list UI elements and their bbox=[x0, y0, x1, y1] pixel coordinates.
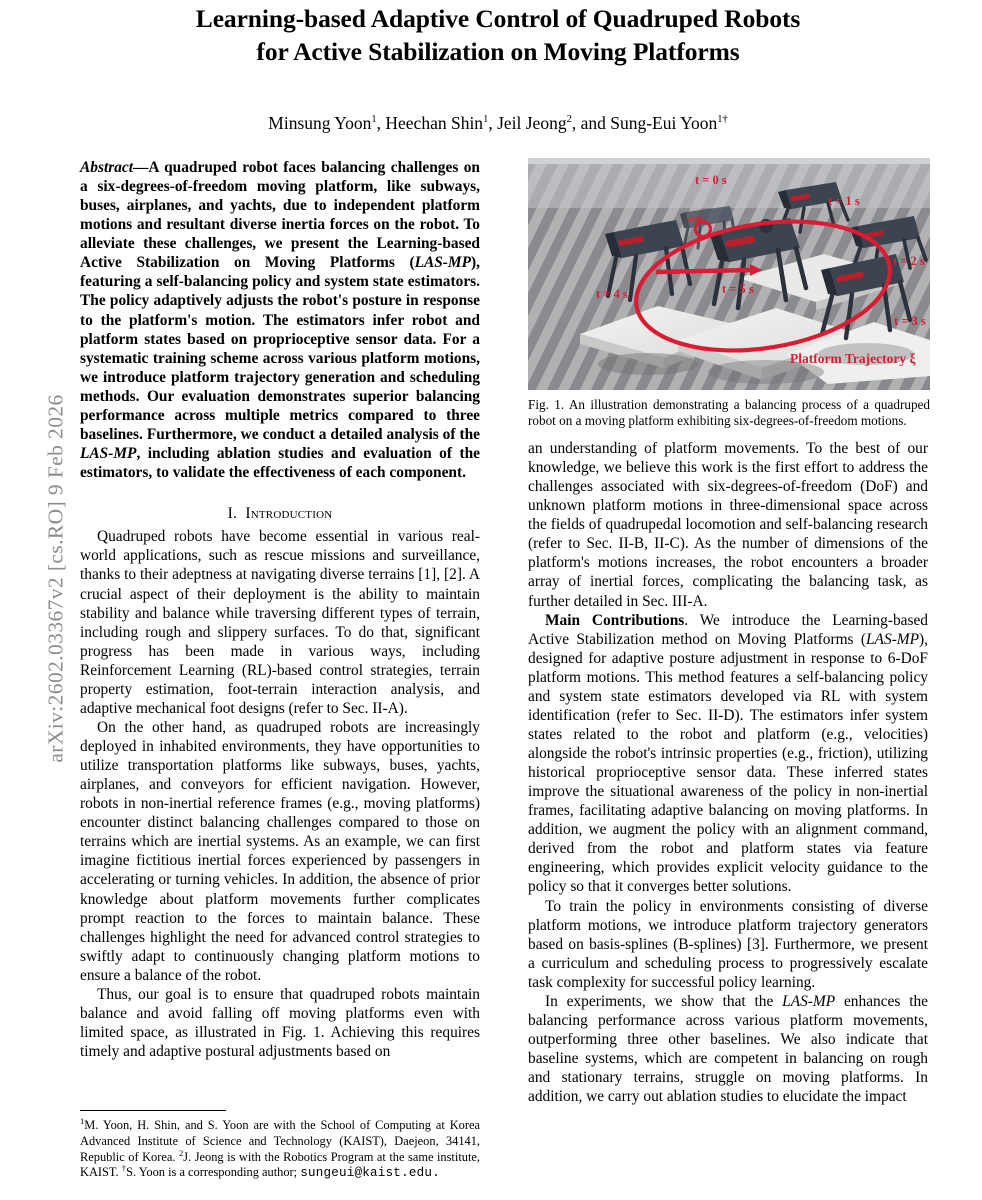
figure-label-t3: t = 3 s bbox=[894, 314, 926, 328]
figure-1-image bbox=[528, 158, 930, 390]
author-sep-1: , bbox=[376, 113, 386, 134]
right-paragraph-2-text-a: . We introduce the Learning-based Active Stabilization method on Moving Platforms ( bbox=[528, 611, 928, 648]
figure-1-caption bbox=[528, 397, 930, 429]
author-4-affil-marker: 1† bbox=[717, 114, 728, 126]
left-paragraph-2: On the other hand, as quadruped robots are increasingly deployed in inhabited environments, they have opportunities to utilize transportation platforms like subways, buses, yachts, airplanes, and conveyors for efficient navigation. However, robots in non-inertial reference frames (e.g., moving platforms) encounter distinct balancing challenges compared to those on terrains which are inertial systems. As an example, we can first imagine fictitious inertial forces experienced by passengers in accelerating or turning vehicles. In addition, the absence of prior knowledge about platform movements further complicates prompt reaction to the forces to maintain balance. These challenges highlight the need for advanced control strategies to swiftly adapt to continuously changing platform motions to ensure a balance of the robot. bbox=[80, 718, 480, 984]
abstract-text-2: ), featuring a self-balancing policy and system state estimators. The policy adaptively adjusts the robot's posture in response to the platform's motion. The estimators infer robot and platform states based on proprioceptive sensor data. For a systematic training scheme across various platform motions, we introduce platform trajectory generation and scheduling methods. Our evaluation demonstrates superior balancing performance across multiple metrics compared to three baselines. Furthermore, we conduct a detailed analysis of the bbox=[80, 254, 480, 443]
author-sep-3: , and bbox=[571, 113, 611, 134]
title-block bbox=[78, 0, 918, 135]
author-sep-2: , bbox=[488, 113, 498, 134]
right-paragraph-2-acronym: LAS-MP bbox=[866, 630, 920, 648]
author-3-affil-marker: 2 bbox=[566, 114, 572, 126]
section-number: I. bbox=[227, 505, 238, 523]
section-title: Introduction bbox=[245, 505, 333, 523]
figure-label-t2: t = 2 s bbox=[893, 254, 925, 268]
footnote-rule bbox=[80, 1110, 226, 1111]
title-line-1: Learning-based Adaptive Control of Quadruped Robots bbox=[195, 4, 801, 33]
author-list bbox=[78, 112, 918, 135]
abstract-text-3: , including ablation studies and evaluation of the estimators, to validate the effectiveness of each component. bbox=[80, 444, 480, 481]
right-paragraph-4-acronym: LAS-MP bbox=[782, 992, 836, 1010]
abstract-paragraph bbox=[80, 158, 480, 482]
right-paragraph-3: To train the policy in environments consisting of diverse platform motions, we introduce platform trajectory generators based on basis-splines (B-splines) [3]. Furthermore, we present a curriculum and scheduling process to progressively escalate task complexity for successful policy learning. bbox=[528, 897, 928, 991]
figure-label-t1: t = 1 s bbox=[828, 194, 860, 208]
page-title bbox=[78, 0, 918, 68]
figure-label-t0: t = 0 s bbox=[695, 173, 727, 187]
figure-1 bbox=[528, 158, 930, 429]
figure-caption-text: An illustration demonstrating a balancing process of a quadruped robot on a moving platform exhibiting six-degrees-of-freedom motions. bbox=[528, 397, 930, 429]
author-3-name: Jeil Jeong bbox=[497, 113, 567, 134]
figure-label-t5: t = 5 s bbox=[722, 282, 754, 296]
main-contributions-heading: Main Contributions bbox=[545, 611, 685, 629]
author-1-name: Minsung Yoon bbox=[268, 113, 372, 134]
figure-label-trajectory: Platform Trajectory ξ bbox=[790, 351, 916, 366]
footnote-text-2: J. Jeong is with the Robotics Program at the same institute, KAIST. bbox=[80, 1149, 480, 1180]
footnote-marker-3: † bbox=[121, 1163, 127, 1174]
right-column bbox=[528, 439, 928, 1106]
left-column bbox=[80, 158, 480, 1061]
figure-caption-label: Fig. 1. bbox=[528, 397, 565, 412]
shadow-left bbox=[598, 353, 698, 375]
arxiv-stamp: arXiv:2602.03367v2 [cs.RO] 9 Feb 2026 bbox=[43, 394, 68, 763]
footnote-marker-2: 2 bbox=[178, 1147, 184, 1158]
abstract-dash: — bbox=[133, 159, 149, 176]
right-paragraph-1: an understanding of platform movements. To the best of our knowledge, we believe this work is the first effort to address the challenges associated with six-degrees-of-freedom (DoF) and unknown platform motions in three-dimensional space across the fields of quadrupedal locomotion and self-balancing research (refer to Sec. II-B, II-C). As the number of dimensions of the platform's motions increases, the robot encounters a broader array of inertial forces, complicating the balancing task, as further detailed in Sec. III-A. bbox=[528, 440, 928, 610]
abstract-acronym-2: LAS-MP bbox=[80, 444, 137, 462]
corresponding-author-email[interactable]: sungeui@kaist.edu. bbox=[300, 1166, 440, 1181]
footnote-block bbox=[80, 1115, 480, 1182]
abstract-acronym-1: LAS-MP bbox=[414, 254, 472, 272]
abstract-text-1: A quadruped robot faces balancing challenges on a six-degrees-of-freedom moving platform, like subways, buses, airplanes, and yachts, due to independent platform motions and resultant diverse inertia forces on the robot. To alleviate these challenges, we present the Learning-based Active Stabilization on Moving Platforms ( bbox=[80, 159, 480, 272]
right-paragraph-2 bbox=[528, 611, 928, 897]
footnote-text-1: M. Yoon, H. Shin, and S. Yoon are with the School of Computing at Korea Advanced Institute of Science and Technology (KAIST), Daejeon, 34141, Republic of Korea. bbox=[80, 1118, 480, 1164]
left-paragraph-3: Thus, our goal is to ensure that quadruped robots maintain balance and avoid falling off moving platforms even with limited space, as illustrated in Fig. 1. Achieving this requires timely and adaptive postural adjustments based on bbox=[80, 985, 480, 1061]
section-heading-introduction bbox=[80, 504, 480, 523]
left-paragraph-1: Quadruped robots have become essential in various real-world applications, such as rescue missions and surveillance, thanks to their adeptness at navigating diverse terrains [1], [2]. A crucial aspect of their deployment is the ability to maintain stability and balance while traversing different types of terrain, including rough and slippery surfaces. To do that, significant progress has been made in various ways, including Reinforcement Learning (RL)-based control strategies, terrain property estimation, foot-terrain interaction analysis, and adaptive mechanical foot designs (refer to Sec. II-A). bbox=[80, 528, 480, 717]
right-paragraph-4 bbox=[528, 992, 928, 1106]
author-1-affil-marker: 1 bbox=[371, 114, 377, 126]
quadruped-platform-illustration bbox=[528, 158, 930, 390]
author-2-name: Heechan Shin bbox=[385, 113, 484, 134]
figure-label-t4: t = 4 s bbox=[596, 287, 628, 301]
right-paragraph-2-text-b: ), designed for adaptive posture adjustment in response to 6-DoF platform motions. This method features a self-balancing policy and system state estimators developed via RL with system identification (refer to Sec. II-D). The estimators infer system states related to the robot and platform (e.g., velocities) alongside the robot's intrinsic properties (e.g., friction), utilizing historical proprioceptive sensor data. These inferred states improve the situational awareness of the policy in non-inertial frames, facilitating adaptive balancing on moving platforms. In addition, we augment the policy with an alignment command, derived from the robot and platform states via feature engineering, which provides explicit velocity guidance to the policy so that it converges better solutions. bbox=[528, 630, 928, 896]
right-paragraph-4-text-b: enhances the balancing performance across various platform movements, outperforming three other baselines. We also indicate that baseline systems, which are competent in balancing on rough and stationary terrains, struggle on moving platforms. In addition, we carry out ablation studies to elucidate the impact bbox=[528, 992, 928, 1106]
author-2-affil-marker: 1 bbox=[483, 114, 489, 126]
trajectory-arrow-shaft bbox=[656, 270, 750, 272]
right-paragraph-4-text-a: In experiments, we show that the bbox=[545, 992, 783, 1010]
footnote-text-3: S. Yoon is a corresponding author; bbox=[126, 1165, 301, 1180]
footnote-marker-1: 1 bbox=[80, 1115, 85, 1126]
author-4-name: Sung-Eui Yoon bbox=[610, 113, 718, 134]
abstract-heading: Abstract bbox=[80, 159, 134, 176]
title-line-2: for Active Stabilization on Moving Platforms bbox=[256, 37, 740, 67]
